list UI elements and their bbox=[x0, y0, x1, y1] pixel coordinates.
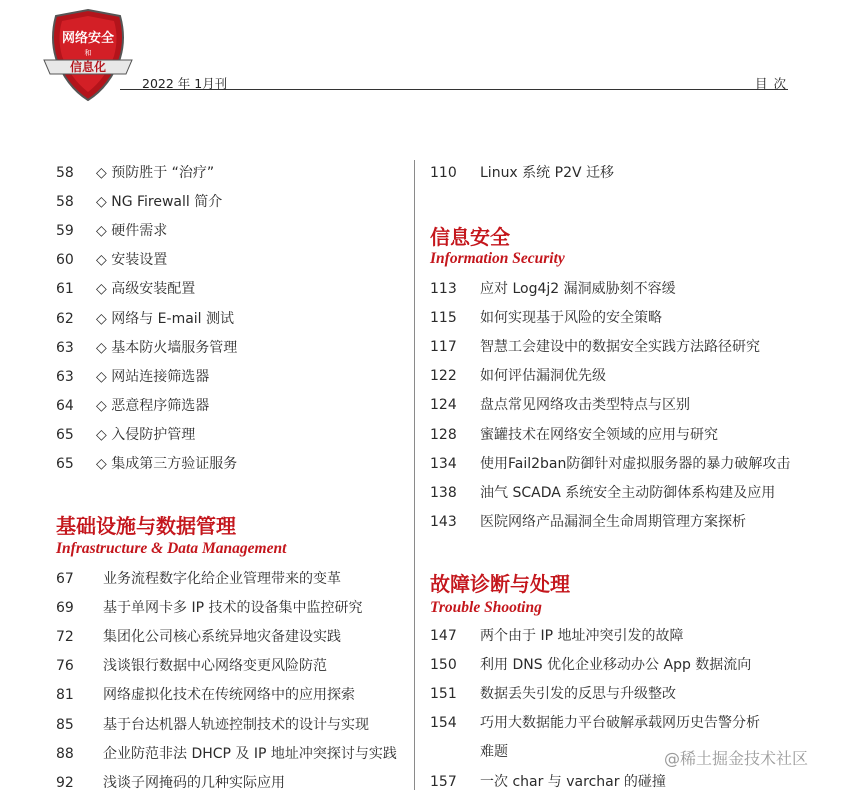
entry-title: ◇ NG Firewall 简介 bbox=[96, 194, 223, 211]
entry-title: ◇ 安装设置 bbox=[96, 252, 168, 269]
page-number: 134 bbox=[430, 455, 457, 472]
entry-title: 医院网络产品漏洞全生命周期管理方案探析 bbox=[480, 513, 746, 530]
page-number: 115 bbox=[430, 310, 457, 327]
entry-title: 蜜罐技术在网络安全领域的应用与研究 bbox=[480, 426, 718, 443]
column-divider bbox=[414, 160, 415, 790]
entry-title: 盘点常见网络攻击类型特点与区别 bbox=[480, 397, 690, 414]
section-title-cn: 故障诊断与处理 bbox=[430, 572, 570, 596]
page-number: 85 bbox=[56, 716, 74, 733]
entry-title: ◇ 网站连接筛选器 bbox=[96, 368, 210, 385]
page-number: 124 bbox=[430, 397, 457, 414]
entry-title: 如何实现基于风险的安全策略 bbox=[480, 310, 662, 327]
entry-title: 应对 Log4j2 漏洞威胁刻不容缓 bbox=[480, 281, 676, 297]
section-title-en: Infrastructure & Data Management bbox=[56, 540, 287, 557]
entry-title: 业务流程数字化给企业管理带来的变革 bbox=[103, 571, 341, 587]
entry-title: ◇ 基本防火墙服务管理 bbox=[96, 339, 238, 356]
entry-title: 使用Fail2ban防御针对虚拟服务器的暴力破解攻击 bbox=[480, 455, 791, 472]
page-number: 58 bbox=[56, 194, 74, 211]
entry-title: 企业防范非法 DHCP 及 IP 地址冲突探讨与实践 bbox=[103, 745, 397, 762]
entry-title: 巧用大数据能力平台破解承载网历史告警分析 bbox=[480, 715, 760, 732]
watermark: @稀土掘金技术社区 bbox=[664, 749, 809, 768]
page-number: 117 bbox=[430, 339, 457, 356]
entry-title: 智慧工会建设中的数据安全实践方法路径研究 bbox=[480, 339, 760, 356]
page-number: 72 bbox=[56, 629, 74, 646]
entry-title: ◇ 高级安装配置 bbox=[96, 281, 196, 298]
page-number: 88 bbox=[56, 745, 74, 762]
page-number: 67 bbox=[56, 571, 74, 587]
section-title-en: Trouble Shooting bbox=[430, 599, 542, 616]
entry-title: ◇ 网络与 E-mail 测试 bbox=[96, 310, 235, 327]
page-number: 58 bbox=[56, 165, 74, 181]
logo-bottom-text: 信息化 bbox=[69, 60, 107, 74]
header-rule bbox=[120, 89, 788, 90]
entry-title: 一次 char 与 varchar 的碰撞 bbox=[480, 773, 666, 790]
entry-title: ◇ 硬件需求 bbox=[96, 223, 168, 240]
section-title-cn: 基础设施与数据管理 bbox=[56, 514, 236, 538]
entry-title: 数据丢失引发的反思与升级整改 bbox=[480, 686, 676, 703]
page-number: 92 bbox=[56, 774, 74, 791]
entry-title: ◇ 恶意程序筛选器 bbox=[96, 397, 210, 414]
section-title-en: Information Security bbox=[430, 250, 565, 267]
logo-middle-text: 和 bbox=[84, 49, 92, 57]
entry-title: ◇ 入侵防护管理 bbox=[96, 426, 196, 443]
page-number: 128 bbox=[430, 426, 457, 443]
page-number: 62 bbox=[56, 310, 74, 327]
page-number: 76 bbox=[56, 658, 74, 675]
page-number: 157 bbox=[430, 773, 457, 790]
page-number: 65 bbox=[56, 456, 74, 472]
entry-title: 利用 DNS 优化企业移动办公 App 数据流向 bbox=[480, 657, 752, 674]
entry-title: 浅谈子网掩码的几种实际应用 bbox=[103, 774, 285, 791]
entry-title: ◇ 集成第三方验证服务 bbox=[96, 456, 238, 472]
entry-title: 浅谈银行数据中心网络变更风险防范 bbox=[103, 658, 327, 675]
page-number: 64 bbox=[56, 397, 74, 414]
entry-title: Linux 系统 P2V 迁移 bbox=[480, 165, 614, 181]
page-number: 147 bbox=[430, 628, 457, 644]
page-number: 150 bbox=[430, 657, 457, 674]
page-number: 151 bbox=[430, 686, 457, 703]
page-number: 113 bbox=[430, 281, 457, 297]
entry-title: 基于台达机器人轨迹控制技术的设计与实现 bbox=[103, 716, 369, 733]
magazine-logo bbox=[40, 8, 136, 102]
issue-date: 2022 年 1月刊 bbox=[142, 76, 228, 91]
entry-title: 集团化公司核心系统异地灾备建设实践 bbox=[103, 629, 341, 646]
page-number: 61 bbox=[56, 281, 74, 298]
entry-title: 两个由于 IP 地址冲突引发的故障 bbox=[480, 628, 684, 644]
entry-title: 基于单网卡多 IP 技术的设备集中监控研究 bbox=[103, 600, 363, 617]
entry-title: 难题 bbox=[480, 744, 508, 761]
page-number: 63 bbox=[56, 339, 74, 356]
page-number: 69 bbox=[56, 600, 74, 617]
entry-title: 网络虚拟化技术在传统网络中的应用探索 bbox=[103, 687, 355, 704]
page-number: 59 bbox=[56, 223, 74, 240]
page-number: 110 bbox=[430, 165, 457, 181]
entry-title: ◇ 预防胜于 “治疗” bbox=[96, 165, 215, 181]
entry-title: 油气 SCADA 系统安全主动防御体系构建及应用 bbox=[480, 484, 776, 501]
logo-top-text: 网络安全 bbox=[61, 31, 115, 46]
page-number: 122 bbox=[430, 368, 457, 385]
page-number: 63 bbox=[56, 368, 74, 385]
toc-label: 目次 bbox=[755, 76, 793, 91]
page-number: 138 bbox=[430, 484, 457, 501]
page-number: 81 bbox=[56, 687, 74, 704]
page-number: 60 bbox=[56, 252, 74, 269]
page-number: 65 bbox=[56, 426, 74, 443]
section-title-cn: 信息安全 bbox=[430, 225, 510, 249]
page-number: 154 bbox=[430, 715, 457, 732]
entry-title: 如何评估漏洞优先级 bbox=[480, 368, 606, 385]
page-number: 143 bbox=[430, 513, 457, 530]
